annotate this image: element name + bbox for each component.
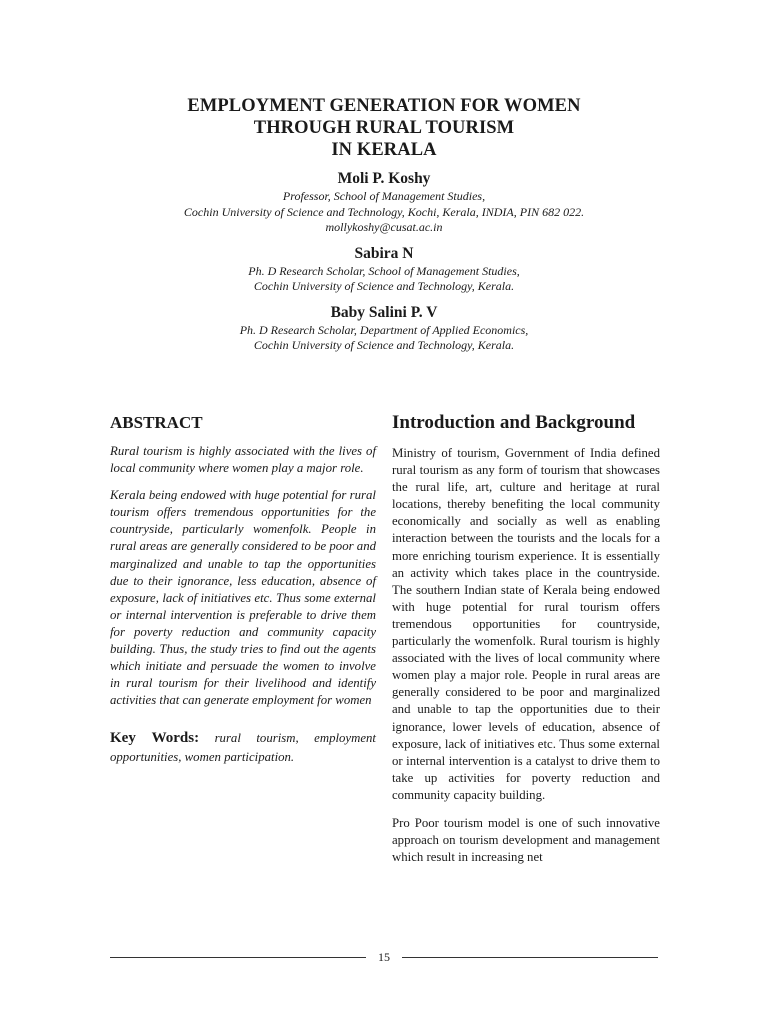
author-name: Moli P. Koshy	[337, 170, 431, 187]
abstract-column	[110, 412, 376, 767]
abstract-heading: ABSTRACT	[110, 413, 203, 432]
body-paragraph: Ministry of tourism, Government of India defined rural tourism as any form of tourism that showcases the rural life, art, culture and heritage at rural locations, thereby benefiting the local community economically and socially as well as enabling interaction between the tourists and the locals for a more enriching tourism experience. It is essentially an activity which takes place in the countryside. The southern Indian state of Kerala being endowed with huge potential for rural tourism offers tremendous opportunities for countryside, particularly the womenfolk. Rural tourism is highly associated with the lives of local community where women play a major role. People in rural areas are generally considered to be poor and marginalized and unable to tap the opportunities due to their ignorance, lower levels of education, absence of exposure, lack of initiatives etc. Thus some external or internal intervention is a catalyst to drive them to take up activities for poverty reduction and community capacity building.	[392, 446, 660, 802]
author-block	[110, 244, 658, 295]
author-affiliation-line: Cochin University of Science and Technology, Kochi, Kerala, INDIA, PIN 682 022.	[183, 204, 585, 219]
author-affiliation-line: Ph. D Research Scholar, Department of Applied Economics,	[239, 322, 529, 337]
author-name: Sabira N	[354, 244, 414, 262]
paper-header	[110, 95, 658, 354]
abstract-paragraph: Kerala being endowed with huge potential for rural tourism offers tremendous opportunities for the countryside, particularly womenfolk. People in rural areas are generally considered to be poor and marginalized and unable to tap the opportunities due to their ignorance, less education, absence of exposure, lack of initiatives etc. Thus some external or internal intervention is preferable to drive them for poverty reduction and community capacity building. Thus, the study tries to find out the agents which initiate and persuade the women to involve in rural tourism for their livelihood and identify activities that can generate employment for women	[110, 488, 376, 708]
keywords	[110, 729, 376, 767]
author-name: Baby Salini P. V	[330, 303, 438, 321]
paper-title	[110, 95, 658, 161]
introduction-heading: Introduction and Background	[392, 412, 636, 433]
author-affiliation-line: Cochin University of Science and Technology, Kerala.	[253, 279, 515, 293]
author-block	[110, 303, 658, 354]
author-affiliation-line: Ph. D Research Scholar, School of Management Studies,	[248, 263, 520, 278]
body-paragraph: Pro Poor tourism model is one of such innovative approach on tourism development and management which result in increasing net	[392, 815, 660, 865]
abstract-paragraph: Rural tourism is highly associated with the lives of local community where women play a major role.	[110, 444, 376, 476]
title-line: EMPLOYMENT GENERATION FOR WOMEN	[187, 96, 581, 116]
footer-rule-left	[110, 957, 366, 958]
author-affiliation-line: Professor, School of Management Studies,	[282, 189, 486, 203]
page-number: 15	[378, 949, 390, 964]
title-line: IN KERALA	[331, 140, 437, 160]
keywords-label: Key Words:	[110, 730, 200, 747]
footer-rule-right	[402, 957, 658, 958]
author-affiliation-line: Cochin University of Science and Technology, Kerala.	[253, 338, 515, 352]
keywords-text: rural tourism, employment opportunities, women participation.	[110, 731, 376, 765]
introduction-column	[392, 412, 660, 877]
author-email: mollykoshy@cusat.ac.in	[325, 220, 443, 234]
title-line: THROUGH RURAL TOURISM	[253, 118, 515, 138]
author-block	[110, 169, 658, 236]
page-footer	[110, 949, 658, 965]
